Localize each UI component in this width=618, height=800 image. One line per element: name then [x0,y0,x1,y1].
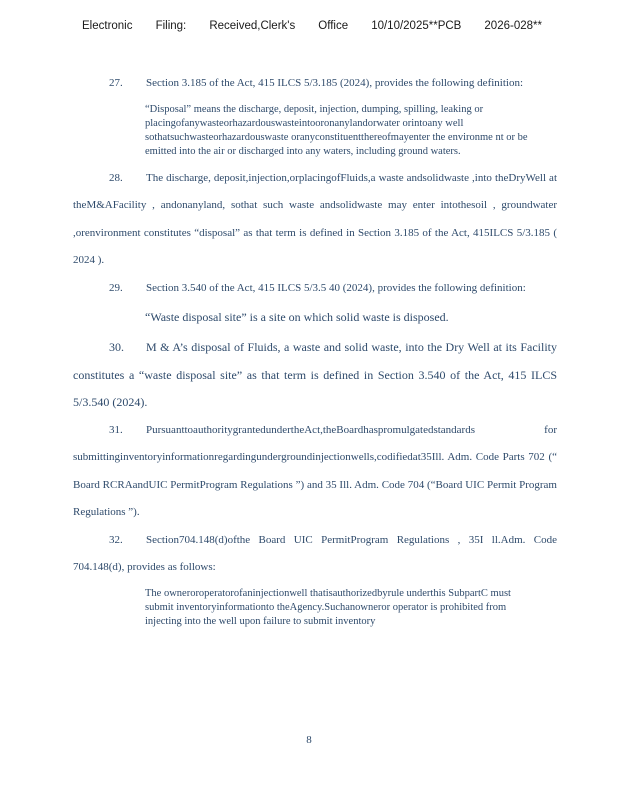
paragraph-text: The discharge, deposit,injection,orplacingofFluids,a waste andsolidwaste ,into theDryWell at theM&AFacility , andonanyland, sothat such waste andsolidwaste may enter intothesoil , groundwater ,orenvironment constitutes “disposal” as that term is defined in Section 3.185 of the Act, 415ILCS 5/3.185 ( 2024 ). [73,171,557,266]
header-received-clerks: Received,Clerk's [209,20,296,32]
paragraph-text: Section 3.185 of the Act, 415 ILCS 5/3.185 (2024), provides the following definition: [146,77,524,89]
paragraph-28 [73,165,557,275]
paragraph-32 [73,527,557,582]
quote-text: “Disposal” means the discharge, deposit, injection, dumping, spilling, leaking or placingofanywasteorhazardouswasteintooronanylandorwater orintoany well sothatsuchwasteorhazardouswaste oranyconstituentthereofmayenter the environme nt or be emitted into the air or discharged into any waters, including ground waters. [145,103,528,157]
page-number: 8 [306,734,312,746]
paragraph-30 [73,334,557,417]
header-office: Office [318,20,349,32]
quote-text: “Waste disposal site” is a site on which solid waste is disposed. [145,310,449,324]
paragraph-text: Section 3.540 of the Act, 415 ILCS 5/3.5 40 (2024), provides the following definition: [146,281,526,294]
paragraph-number: 31. [109,423,123,436]
paragraph-number: 30. [109,340,124,354]
paragraph-text: Section704.148(d)ofthe Board UIC PermitProgram Regulations , 35I ll.Adm. Code 704.148(d), provides as follows: [73,533,557,573]
paragraph-number: 32. [109,533,123,546]
paragraph-31 [73,417,557,527]
quote-disposal-definition [145,103,533,159]
document-body [73,70,557,635]
paragraph-text: PursuanttoauthoritygrantedundertheAct,theBoardhaspromulgatedstandards for submittinginventoryinformationregardingundergroundinjectionwells,codifiedat35Ill. Adm. Code Parts 702 (“ Board RCRAandUIC PermitProgram Regulations ”) and 35 Ill. Adm. Code 704 (“Board UIC Permit Program Regulations ”). [73,423,557,518]
paragraph-27 [73,70,557,98]
paragraph-text: M & A’s disposal of Fluids, a waste and solid waste, into the Dry Well at its Facility constitutes a “waste disposal site” as that term is defined in Section 3.540 of the Act, 415 ILCS 5/3.540 (2024). [73,340,557,409]
quote-inventory-requirement [145,587,533,629]
quote-text: The owneroroperatorofaninjectionwell thatisauthorizedbyrule underthis SubpartC must submit inventoryinformationto theAgency.Suchanowneror operator is prohibited from injecting into the well upon failure to submit inventory [145,587,511,627]
header-date: 10/10/2025**PCB [371,20,462,32]
paragraph-number: 29. [109,281,123,294]
paragraph-number: 27. [109,77,123,89]
quote-waste-disposal-site [145,310,533,324]
paragraph-29 [73,275,557,303]
filing-header [82,20,542,32]
header-case-number: 2026-028** [484,20,542,32]
paragraph-number: 28. [109,171,123,184]
header-filing: Filing: [155,20,187,32]
header-electronic: Electronic [82,20,133,32]
